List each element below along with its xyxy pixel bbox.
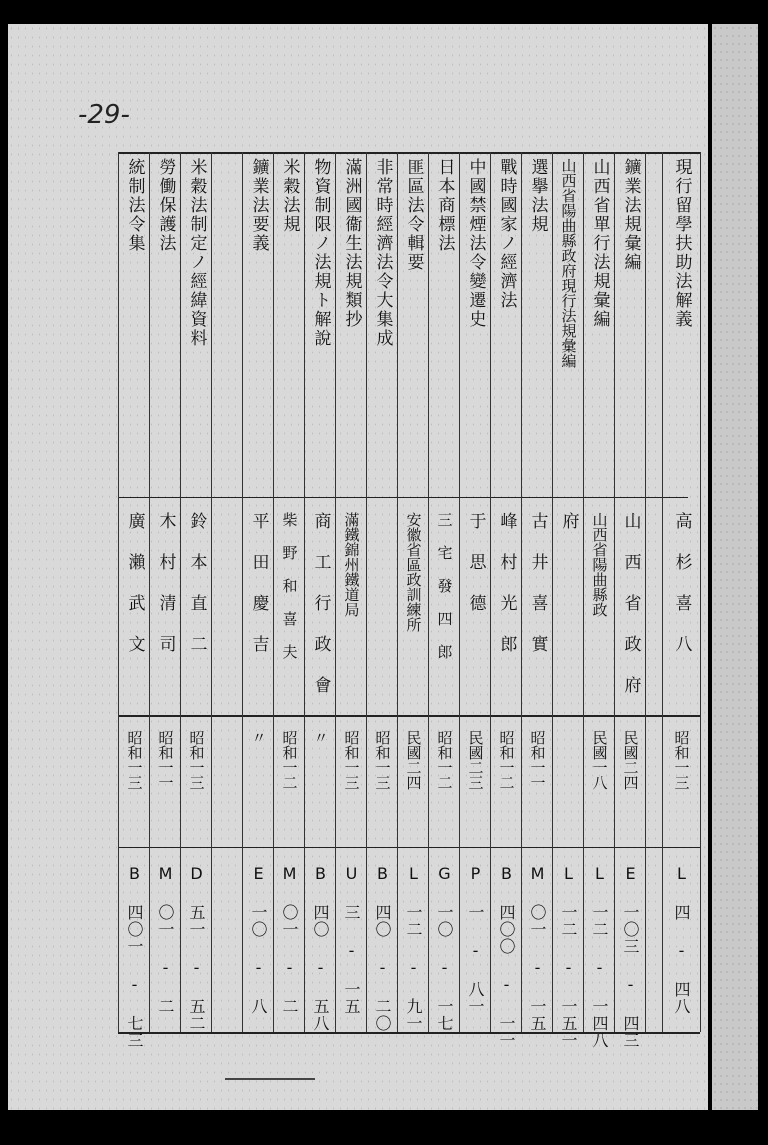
call-number: M 〇一 ‐ 二 <box>280 864 299 1015</box>
call-number: P 一 ‐ 八一 <box>466 864 485 1015</box>
table-column <box>584 512 614 617</box>
call-number: B 四〇〇 ‐ 一一 <box>497 864 516 1049</box>
table-column <box>243 730 273 745</box>
book-title: 物資制限ノ法規ト解說 <box>310 158 331 348</box>
book-author: 三 宅 發 四 郎 <box>435 512 454 659</box>
call-number: D 五一 ‐ 五二 <box>187 864 206 1032</box>
publication-date: 昭和一一 <box>528 730 547 790</box>
table-column <box>615 730 645 790</box>
publication-date: 昭和一三 <box>672 730 691 790</box>
book-title: 中國禁煙法令變遷史 <box>465 158 486 329</box>
call-number: L 一二 ‐ 一五一 <box>559 864 578 1049</box>
date-code-divider <box>118 847 700 848</box>
book-title: 鑛業法規彙編 <box>620 158 641 272</box>
book-title: 山西省陽曲縣政府現行法規彙編 <box>559 158 578 368</box>
table-column <box>666 864 696 1015</box>
book-author: 高 杉 喜 八 <box>671 512 692 654</box>
call-number: E 一〇 ‐ 八 <box>249 864 268 1015</box>
publication-date: 民國一八 <box>590 730 609 790</box>
book-title: 非常時經濟法令大集成 <box>372 158 393 348</box>
call-number: B 四〇一 ‐ 七三 <box>125 864 144 1049</box>
table-column <box>367 158 397 348</box>
table-column <box>460 730 490 790</box>
book-author: 于 思 德 <box>465 512 486 613</box>
publication-date: 昭和一二 <box>280 730 299 790</box>
table-column <box>553 158 583 368</box>
book-author: 峰 村 光 郎 <box>496 512 517 654</box>
book-title: 勞働保護法 <box>155 158 176 253</box>
table-column <box>181 864 211 1032</box>
table-column <box>615 158 645 272</box>
book-author: 古 井 喜 實 <box>527 512 548 654</box>
table-column <box>274 864 304 1015</box>
book-title: 滿洲國衞生法規類抄 <box>341 158 362 329</box>
publication-date: 〃 <box>249 730 268 745</box>
page-number: -29- <box>78 100 130 130</box>
table-column <box>336 512 366 617</box>
table-column <box>367 864 397 1032</box>
book-author: 鈴 本 直 二 <box>186 512 207 654</box>
table-column <box>522 730 552 790</box>
book-title: 統制法令集 <box>124 158 145 253</box>
publication-date: 民國二三 <box>466 730 485 790</box>
column-rule <box>700 152 701 1032</box>
table-column <box>243 512 273 654</box>
book-title: 戰時國家ノ經濟法 <box>496 158 517 310</box>
call-number: M 〇一 ‐ 一五 <box>528 864 547 1032</box>
table-column <box>522 864 552 1032</box>
page-footer-mark <box>225 1078 315 1080</box>
call-number: M 〇一 ‐ 二 <box>156 864 175 1015</box>
table-column <box>460 158 490 329</box>
table-top-rule <box>118 152 700 154</box>
table-column <box>181 158 211 348</box>
table-column <box>274 730 304 790</box>
publication-date: 民國二四 <box>404 730 423 790</box>
table-column <box>305 730 335 745</box>
book-author: 山 西 省 政 府 <box>620 512 641 695</box>
title-author-divider <box>118 497 688 498</box>
table-column <box>367 730 397 790</box>
column-rule <box>645 152 646 1032</box>
call-number: G 一〇 ‐ 一七 <box>435 864 454 1032</box>
table-column <box>119 512 149 654</box>
book-author: 柴 野 和 喜 夫 <box>280 512 299 659</box>
publication-date: 昭和一二 <box>497 730 516 790</box>
book-author: 府 <box>558 512 579 531</box>
table-column <box>584 730 614 790</box>
book-author: 安徽省區政訓練所 <box>404 512 423 632</box>
table-column <box>336 730 366 790</box>
table-column <box>522 512 552 654</box>
table-column <box>429 158 459 253</box>
table-column <box>398 158 428 272</box>
table-column <box>460 864 490 1015</box>
table-column <box>522 158 552 234</box>
table-column <box>666 158 696 329</box>
table-column <box>553 512 583 531</box>
table-column <box>666 512 696 654</box>
table-column <box>615 864 645 1049</box>
table-column <box>615 512 645 695</box>
table-column <box>150 158 180 253</box>
book-author: 滿鐵錦州鐵道局 <box>342 512 361 617</box>
book-author: 平 田 慶 吉 <box>248 512 269 654</box>
book-title: 米穀法規 <box>279 158 300 234</box>
catalog-table <box>118 152 700 1049</box>
table-column <box>491 158 521 310</box>
table-column <box>429 864 459 1032</box>
table-column <box>274 158 304 234</box>
table-column <box>305 864 335 1032</box>
table-column <box>181 512 211 654</box>
table-column <box>305 512 335 695</box>
book-title: 匪區法令輯要 <box>403 158 424 272</box>
book-title: 選擧法規 <box>527 158 548 234</box>
book-title: 鑛業法要義 <box>248 158 269 253</box>
table-column <box>150 512 180 654</box>
book-title: 現行留學扶助法解義 <box>671 158 692 329</box>
book-author: 商 工 行 政 會 <box>310 512 331 695</box>
table-column <box>666 730 696 790</box>
book-author: 木 村 清 司 <box>155 512 176 654</box>
table-column <box>336 864 366 1015</box>
table-column <box>305 158 335 348</box>
table-column <box>243 158 273 253</box>
book-title: 日本商標法 <box>434 158 455 253</box>
table-column <box>336 158 366 329</box>
table-column <box>398 730 428 790</box>
table-column <box>491 864 521 1049</box>
table-column <box>398 512 428 632</box>
table-column <box>553 864 583 1049</box>
call-number: L 一二 ‐ 九一 <box>404 864 423 1032</box>
table-column <box>243 864 273 1015</box>
table-column <box>274 512 304 659</box>
table-column <box>460 512 490 613</box>
publication-date: 民國二四 <box>621 730 640 790</box>
call-number: B 四〇 ‐ 二〇 <box>373 864 392 1032</box>
table-column <box>398 864 428 1032</box>
table-column <box>119 730 149 790</box>
table-column <box>491 512 521 654</box>
table-column <box>584 158 614 329</box>
book-author: 山西省陽曲縣政 <box>590 512 609 617</box>
table-column <box>584 864 614 1049</box>
table-column <box>119 158 149 253</box>
call-number: B 四〇 ‐ 五八 <box>311 864 330 1032</box>
publication-date: 昭和一二 <box>435 730 454 790</box>
column-rule <box>211 152 212 1032</box>
publication-date: 昭和一三 <box>125 730 144 790</box>
column-rule <box>662 152 663 1032</box>
adjacent-page-edge <box>712 24 758 1110</box>
publication-date: 昭和一一 <box>156 730 175 790</box>
call-number: L 一二 ‐ 一四八 <box>590 864 609 1049</box>
publication-date: 昭和一三 <box>187 730 206 790</box>
table-column <box>181 730 211 790</box>
table-column <box>491 730 521 790</box>
table-column <box>150 864 180 1015</box>
call-number: U 三 ‐ 一五 <box>342 864 361 1015</box>
call-number: E 一〇三 ‐ 四三 <box>621 864 640 1049</box>
book-title: 山西省單行法規彙編 <box>589 158 610 329</box>
table-column <box>119 864 149 1049</box>
table-column <box>429 512 459 659</box>
table-column <box>150 730 180 790</box>
book-author: 廣 瀨 武 文 <box>124 512 145 654</box>
publication-date: 昭和一三 <box>373 730 392 790</box>
book-title: 米穀法制定ノ經緯資料 <box>186 158 207 348</box>
publication-date: 昭和一三 <box>342 730 361 790</box>
publication-date: 〃 <box>311 730 330 745</box>
table-column <box>429 730 459 790</box>
author-date-divider <box>118 715 700 717</box>
call-number: L 四 ‐ 四八 <box>672 864 691 1015</box>
